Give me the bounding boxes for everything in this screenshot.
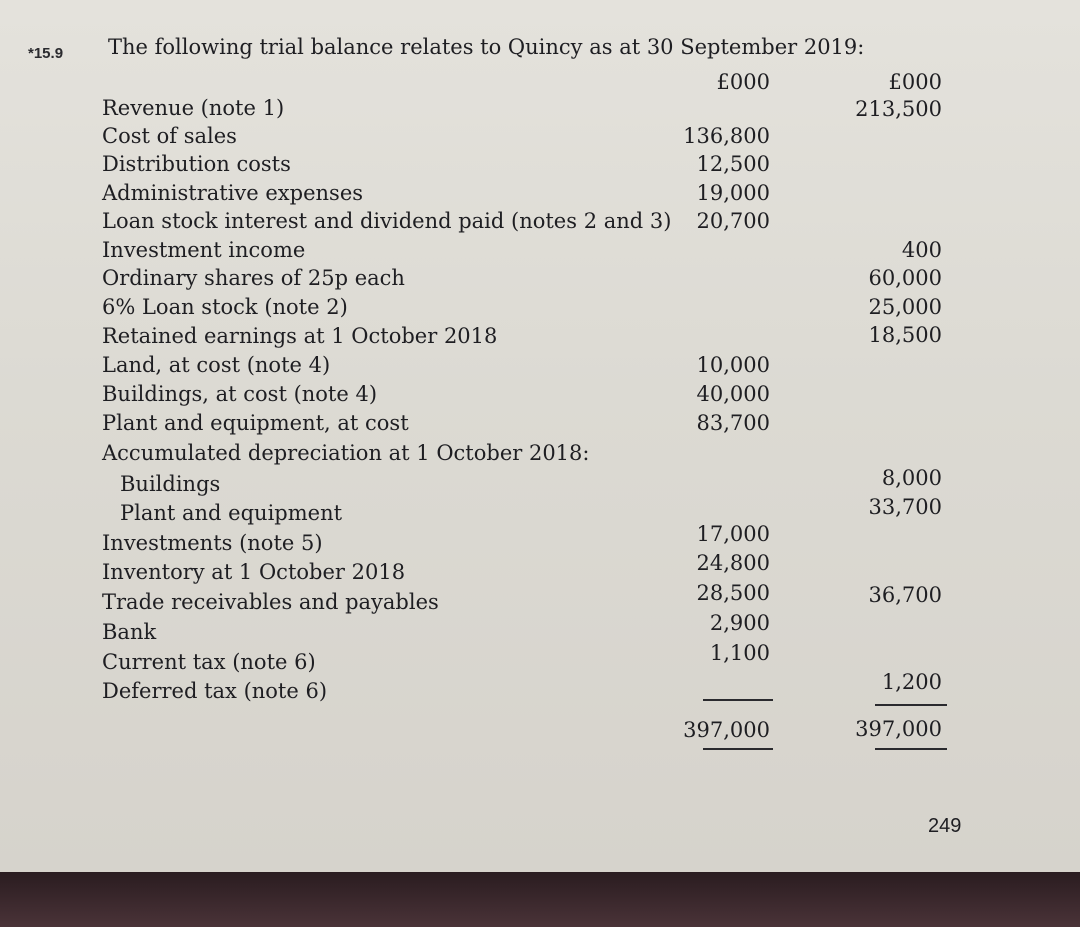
credit-value: 213,500	[855, 97, 942, 121]
credit-value: 25,000	[868, 295, 942, 319]
row-label: Buildings, at cost (note 4)	[102, 382, 378, 406]
debit-value: 24,800	[696, 551, 770, 575]
row-label: 6% Loan stock (note 2)	[102, 295, 348, 319]
credit-value: 60,000	[868, 266, 942, 290]
row-label: Deferred tax (note 6)	[102, 679, 328, 703]
debit-column-header: £000	[716, 70, 770, 94]
debit-value: 83,700	[696, 411, 770, 435]
debit-value: 17,000	[696, 522, 770, 546]
credit-subtotal-rule	[875, 704, 947, 706]
row-label: Plant and equipment	[120, 501, 343, 525]
row-label: Ordinary shares of 25p each	[102, 266, 405, 290]
credit-value: 36,700	[868, 583, 942, 607]
debit-value: 10,000	[696, 353, 770, 377]
debit-value: 136,800	[683, 124, 770, 148]
row-label: Investments (note 5)	[102, 531, 323, 555]
debit-value: 2,900	[709, 611, 770, 635]
debit-value: 12,500	[696, 152, 770, 176]
row-label: Current tax (note 6)	[102, 650, 316, 674]
debit-value: 19,000	[696, 181, 770, 205]
row-label: Revenue (note 1)	[102, 96, 285, 120]
table-surface	[0, 872, 1080, 927]
row-label: Buildings	[120, 472, 221, 496]
credit-value: 1,200	[881, 670, 942, 694]
credit-value: 400	[901, 238, 942, 262]
debit-subtotal-rule	[703, 699, 773, 701]
row-label: Loan stock interest and dividend paid (notes 2 and 3)	[102, 209, 672, 233]
credit-value: 18,500	[868, 323, 942, 347]
row-label: Distribution costs	[102, 152, 291, 176]
debit-value: 1,100	[709, 641, 770, 665]
row-label: Investment income	[102, 238, 306, 262]
debit-value: 28,500	[696, 581, 770, 605]
page-number: 249	[928, 815, 962, 837]
question-intro: The following trial balance relates to Quincy as at 30 September 2019:	[108, 35, 865, 59]
credit-value: 8,000	[881, 466, 942, 490]
credit-total-rule	[875, 748, 947, 750]
debit-value: 20,700	[696, 209, 770, 233]
debit-total: 397,000	[683, 718, 770, 742]
row-label: Cost of sales	[102, 124, 237, 148]
debit-value: 40,000	[696, 382, 770, 406]
credit-value: 33,700	[868, 495, 942, 519]
row-label: Accumulated depreciation at 1 October 2018:	[102, 441, 590, 465]
row-label: Bank	[102, 620, 157, 644]
row-label: Plant and equipment, at cost	[102, 411, 409, 435]
debit-total-rule	[703, 748, 773, 750]
row-label: Administrative expenses	[102, 181, 364, 205]
row-label: Inventory at 1 October 2018	[102, 560, 406, 584]
row-label: Land, at cost (note 4)	[102, 353, 331, 377]
credit-total: 397,000	[855, 717, 942, 741]
row-label: Retained earnings at 1 October 2018	[102, 324, 498, 348]
credit-column-header: £000	[888, 70, 942, 94]
row-label: Trade receivables and payables	[102, 590, 439, 614]
question-number: *15.9	[28, 45, 64, 62]
